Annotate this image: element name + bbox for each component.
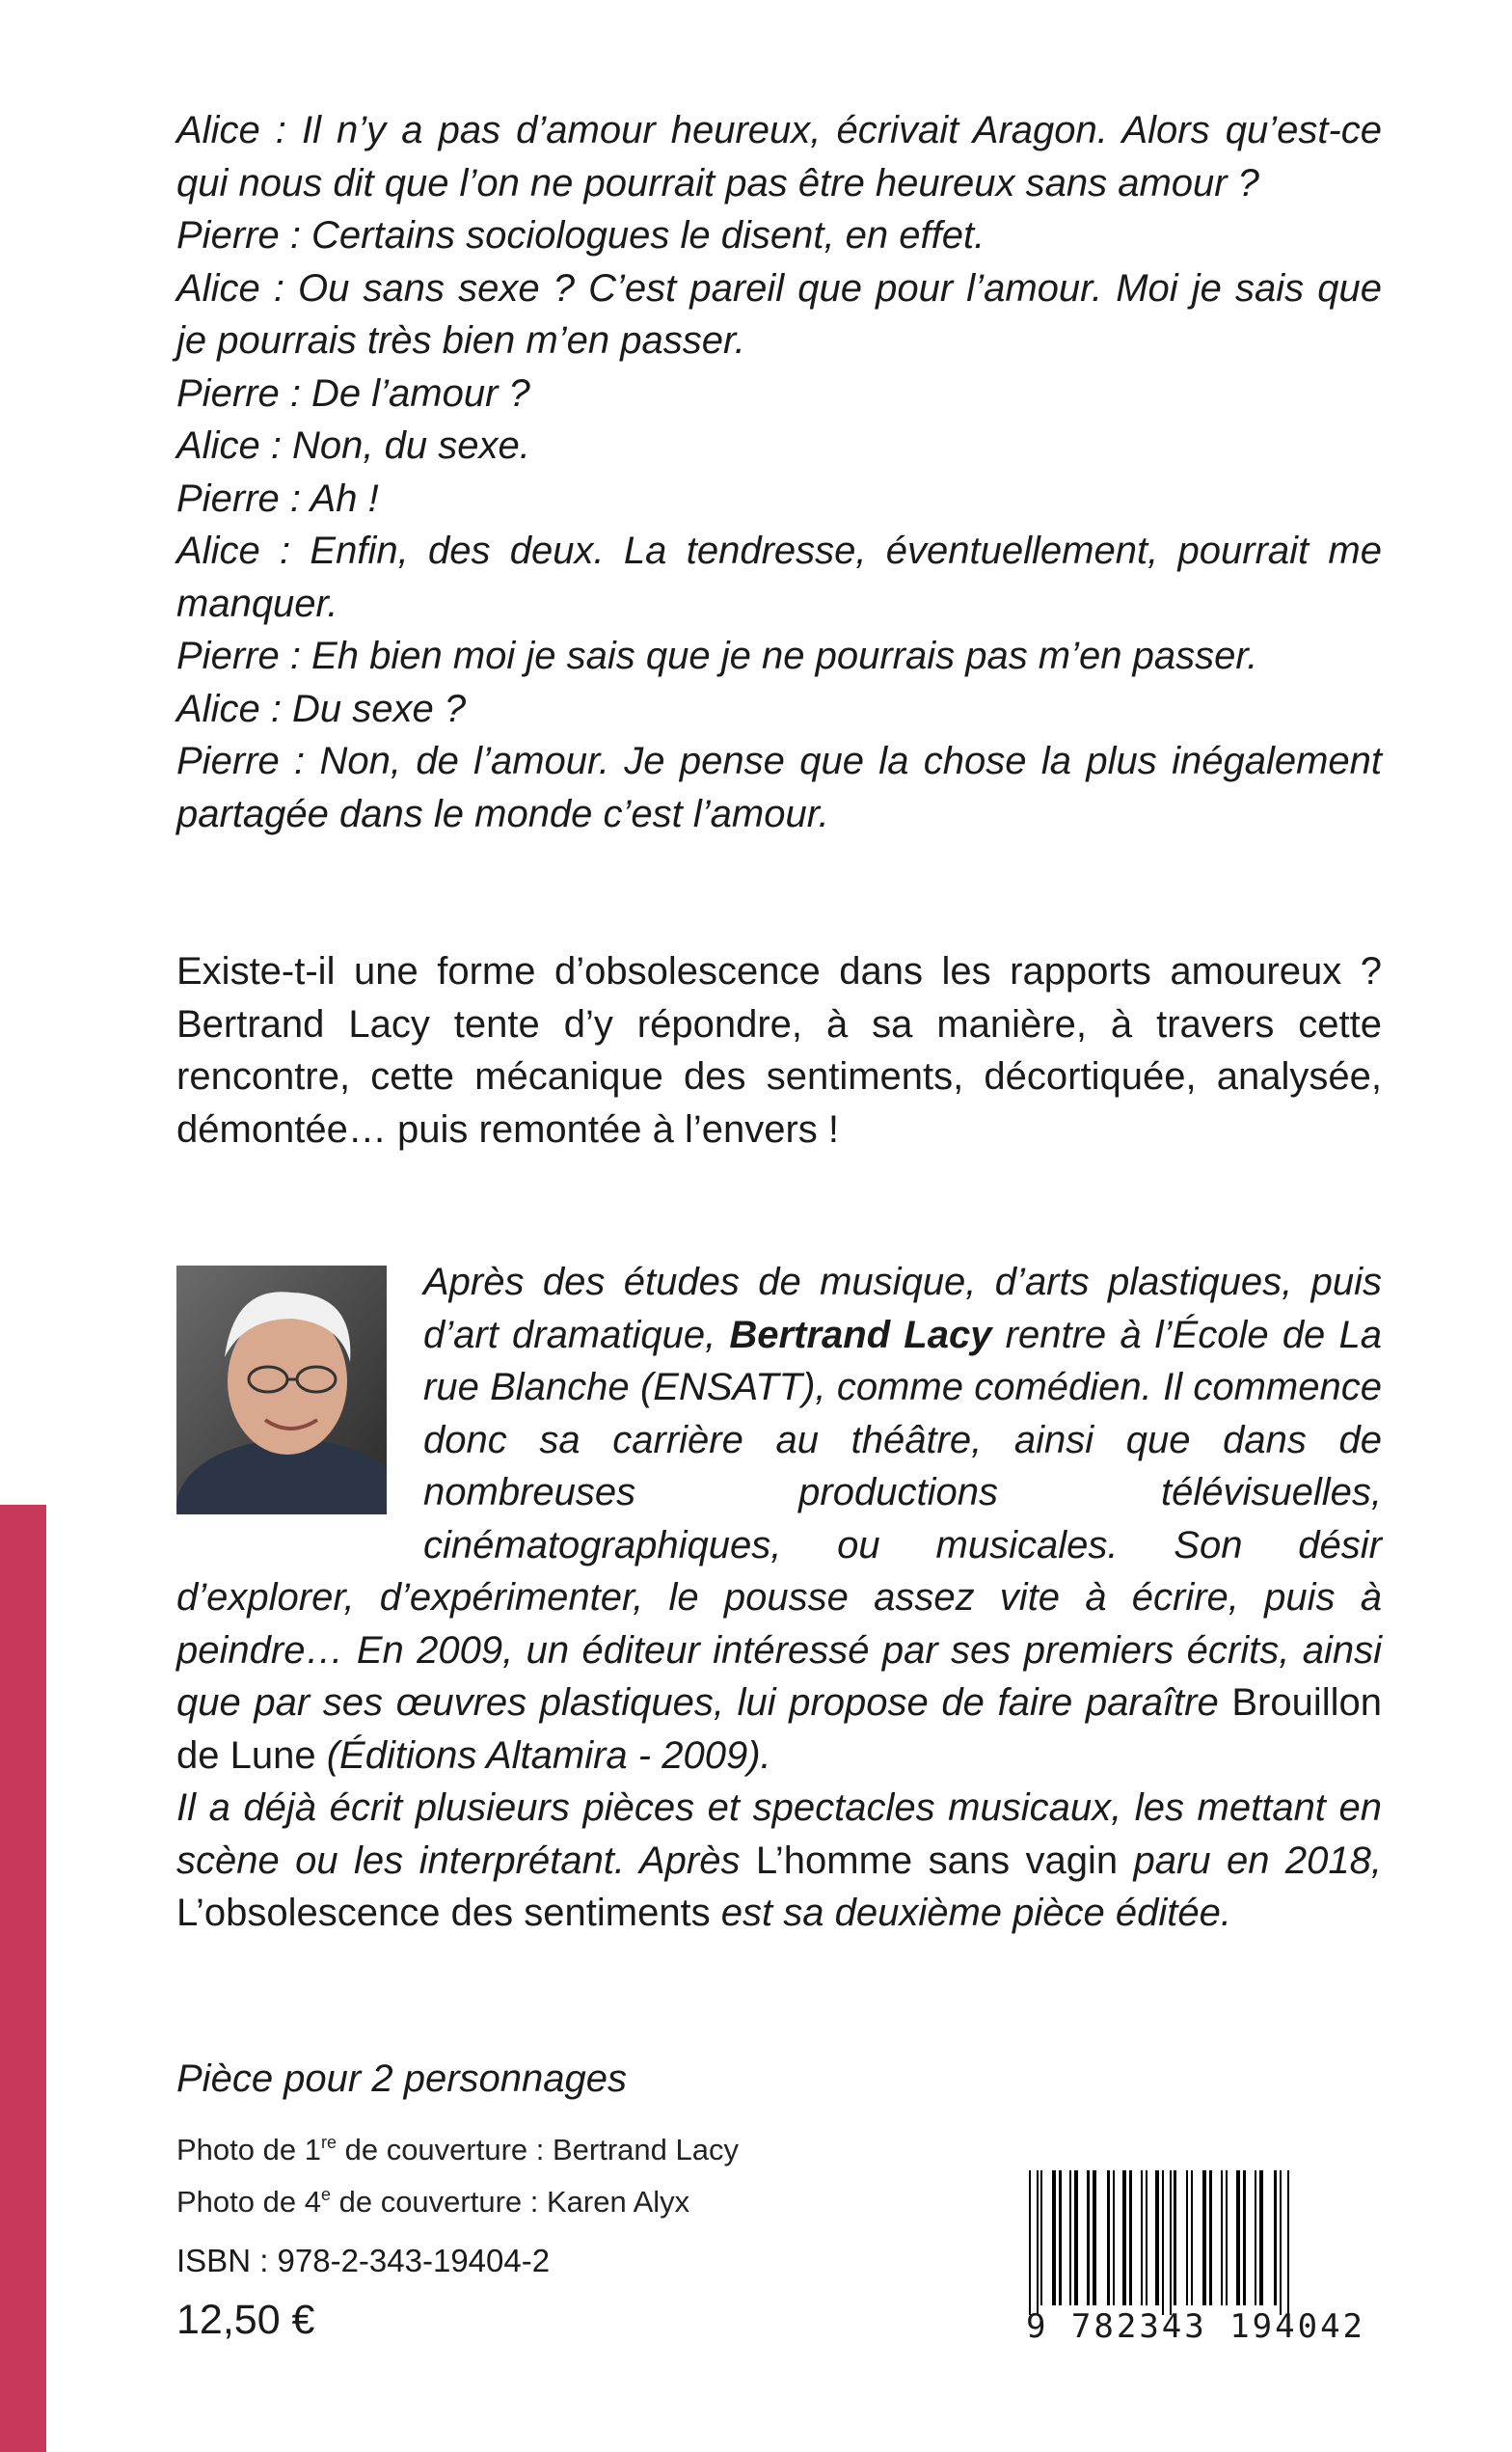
barcode-bar [1029,2170,1031,2315]
barcode-bar [1162,2170,1164,2315]
credit-superscript: e [320,2185,331,2204]
barcode-digits: 9 782343 194042 [1025,2307,1366,2346]
book-title: Brouillon de Lune [176,1681,1382,1777]
barcode-bar [1129,2170,1132,2305]
barcode-bar [1280,2170,1282,2315]
barcode-bar [1040,2170,1042,2305]
barcode-bar [1236,2170,1240,2305]
barcode-bar [1087,2170,1090,2305]
credit-text: de couverture : Karen Alyx [330,2185,690,2219]
barcode-bar [1226,2170,1228,2305]
barcode-bar [1146,2170,1148,2305]
back-cover-credit [176,2172,739,2224]
bio-text: Après des études de musique, d’arts plastiques, puis d’art dramatique, [423,1261,1382,1356]
bio-text: (Éditions Altamira - 2009). [315,1733,771,1777]
book-title: L’obsolescence des sentiments [176,1892,711,1934]
photo-credits [176,2120,739,2224]
dialogue-line: Alice : Enfin, des deux. La tendresse, éventuellement, pourrait me manquer. [176,530,1382,625]
side-color-bar [0,1505,46,2452]
dialogue-excerpt [176,104,1382,840]
barcode-bar [1174,2170,1176,2305]
barcode-bar [1093,2170,1096,2305]
author-portrait [176,1266,387,1514]
barcode-bar [1059,2170,1062,2305]
bio-paragraph [176,1782,1382,1940]
barcode-bar [1191,2170,1193,2305]
barcode-bar [1107,2170,1110,2305]
book-blurb [176,945,1382,1156]
front-cover-credit [176,2120,739,2172]
barcode-bar [1202,2170,1206,2305]
dialogue-line: Alice : Du sexe ? [176,687,467,730]
barcode-bar [1122,2170,1126,2305]
bio-text: rentre à l’École de La rue Blanche (ENSATT), comme comédien. Il commence donc sa carrière au théâtre, ainsi que dans de nombreuses productions télévisuelles, cinématographiques, ou musicales. Son désir d’explorer, d’expérimenter, le pousse assez vite à écrire, puis à peindre… En 2009, un éditeur intéressé par ses premiers écrits, ainsi que par ses œuvres plastiques, lui propose de faire paraître [176,1313,1382,1724]
barcode-bar [1274,2170,1277,2305]
barcode-bar [1113,2170,1115,2305]
barcode-bar [1170,2170,1172,2315]
barcode-bar [1141,2170,1143,2305]
barcode-bar [1259,2170,1263,2305]
credit-superscript: re [320,2133,337,2152]
dialogue-line: Alice : Non, du sexe. [176,424,530,467]
dialogue-line: Pierre : Ah ! [176,477,379,520]
price: 12,50 € [176,2297,315,2343]
barcode-bar [1209,2170,1212,2305]
author-bio [176,1256,1382,1940]
dialogue-line: Pierre : Non, de l’amour. Je pense que la chose la plus inégalement partagée dans le monde c’est l’amour. [176,740,1382,835]
barcode [1008,2170,1384,2315]
barcode-bar [1052,2170,1056,2305]
dialogue-line: Alice : Il n’y a pas d’amour heureux, écrivait Aragon. Alors qu’est-ce qui nous dit que l’on ne pourrait pas être heureux sans amour ? [176,109,1382,204]
barcode-bar [1255,2170,1256,2305]
credit-text: Photo de 1 [176,2133,321,2166]
dialogue-line: Pierre : Certains sociologues le disent, en effet. [176,214,986,257]
cast-note: Pièce pour 2 personnages [176,2057,627,2100]
dialogue-line: Alice : Ou sans sexe ? C’est pareil que pour l’amour. Moi je sais que je pourrais très bien m’en passer. [176,266,1382,362]
blurb-text: Existe-t-il une forme d’obsolescence dans les rapports amoureux ? Bertrand Lacy tente d’y répondre, à sa manière, à travers cette rencontre, cette mécanique des sentiments, décortiquée, analysée, démontée… puis remontée à l’envers ! [176,950,1382,1151]
barcode-bar [1155,2170,1159,2305]
author-name: Bertrand Lacy [729,1313,992,1356]
barcode-bar [1037,2170,1039,2315]
barcode-bar [1186,2170,1188,2305]
barcode-bar [1074,2170,1078,2305]
credit-text: de couverture : Bertrand Lacy [336,2133,739,2166]
credit-text: Photo de 4 [176,2185,321,2219]
barcode-bar [1243,2170,1246,2305]
dialogue-line: Pierre : De l’amour ? [176,371,530,415]
isbn: ISBN : 978-2-343-19404-2 [176,2243,551,2278]
barcode-bar [1069,2170,1071,2305]
dialogue-line: Pierre : Eh bien moi je sais que je ne pourrais pas m’en passer. [176,635,1258,677]
bio-text: paru en 2018, [1118,1839,1382,1882]
bio-text: Il a déjà écrit plusieurs pièces et spectacles musicaux, les mettant en scène ou les interprétant. Après [176,1786,1382,1882]
bio-text: est sa deuxième pièce éditée. [710,1892,1232,1934]
barcode-bar [1287,2170,1289,2315]
book-title: L’homme sans vagin [755,1839,1119,1882]
barcode-bar [1221,2170,1223,2305]
